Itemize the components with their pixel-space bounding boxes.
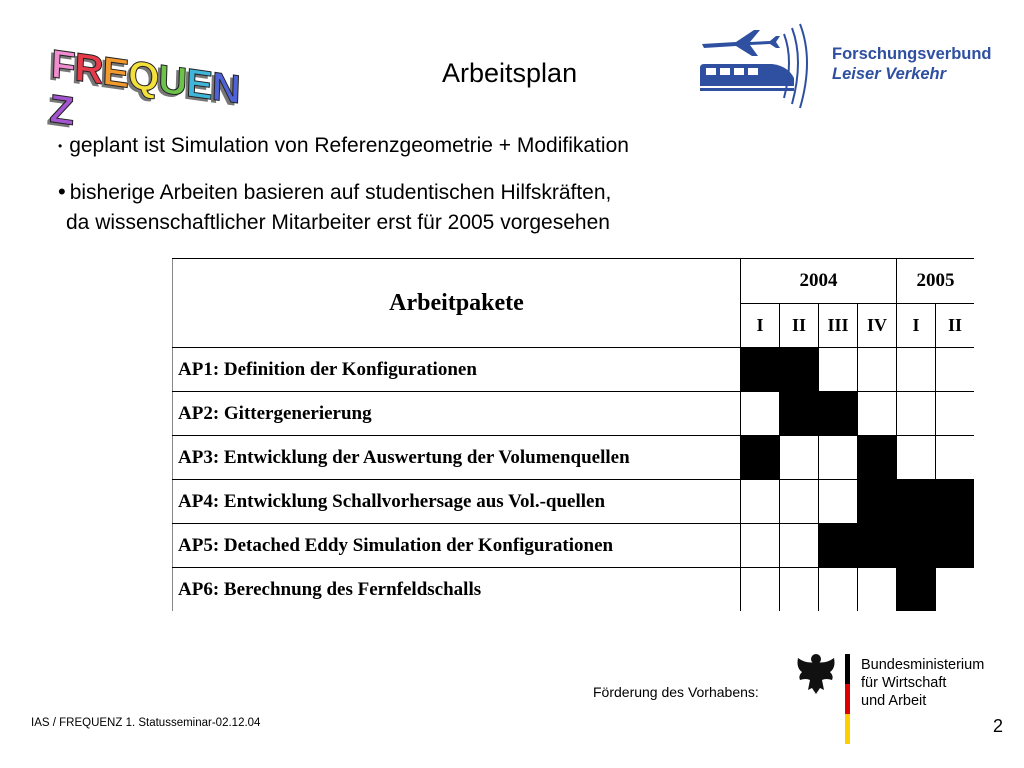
- schedule-cell-empty: [858, 348, 897, 392]
- logo-letter: R: [73, 45, 104, 93]
- table-row: [173, 348, 975, 392]
- schedule-cell-active: [741, 436, 780, 480]
- bullet-dot-icon: •: [58, 139, 63, 154]
- schedule-cell-active: [936, 524, 975, 568]
- schedule-cell-empty: [741, 392, 780, 436]
- schedule-cell-empty: [780, 436, 819, 480]
- schedule-cell-active: [897, 568, 936, 612]
- table-row: [173, 392, 975, 436]
- funding-label: Förderung des Vorhabens:: [593, 684, 759, 700]
- year-header-2004: 2004: [741, 259, 897, 304]
- quarter-header: II: [936, 304, 975, 348]
- schedule-cell-empty: [897, 436, 936, 480]
- bullet-dot-icon: •: [58, 179, 66, 204]
- schedule-cell-empty: [780, 480, 819, 524]
- schedule-cell-empty: [819, 436, 858, 480]
- ministry-line2: für Wirtschaft: [861, 675, 947, 691]
- partner-line1: Forschungsverbund: [832, 45, 992, 63]
- work-package-label: AP1: Definition der Konfigurationen: [173, 348, 741, 392]
- table-row: [173, 568, 975, 612]
- german-flag-stripe-icon: [845, 654, 850, 744]
- quarter-header: III: [819, 304, 858, 348]
- schedule-cell-active: [819, 392, 858, 436]
- quarter-header: IV: [858, 304, 897, 348]
- schedule-cell-active: [741, 348, 780, 392]
- work-package-label: AP3: Entwicklung der Auswertung der Volumenquellen: [173, 436, 741, 480]
- schedule-cell-empty: [936, 436, 975, 480]
- footer-info: IAS / FREQUENZ 1. Statusseminar-02.12.04: [31, 717, 261, 729]
- table-row: [173, 524, 975, 568]
- schedule-cell-empty: [936, 348, 975, 392]
- schedule-cell-empty: [819, 480, 858, 524]
- logo-letter: U: [157, 56, 187, 105]
- schedule-cell-empty: [858, 392, 897, 436]
- schedule-cell-active: [858, 480, 897, 524]
- schedule-cell-empty: [897, 348, 936, 392]
- logo-letter: E: [185, 60, 213, 109]
- quarter-header: I: [897, 304, 936, 348]
- schedule-cell-active: [819, 524, 858, 568]
- work-package-label: AP4: Entwicklung Schallvorhersage aus Vol.-quellen: [173, 480, 741, 524]
- logo-letter: N: [211, 64, 241, 113]
- federal-eagle-icon: [794, 650, 838, 696]
- slide-title: Arbeitsplan: [442, 58, 578, 88]
- frequenz-logo: [48, 42, 242, 134]
- schedule-cell-empty: [780, 524, 819, 568]
- schedule-cell-active: [897, 480, 936, 524]
- schedule-cell-active: [936, 480, 975, 524]
- ministry-label: [861, 656, 984, 710]
- bullet-1-text: geplant ist Simulation von Referenzgeometrie + Modifikation: [69, 134, 629, 157]
- schedule-cell-empty: [936, 392, 975, 436]
- schedule-cell-empty: [741, 480, 780, 524]
- ministry-line1: Bundesministerium: [861, 657, 985, 673]
- table-header-workpackages: Arbeitpakete: [173, 259, 741, 348]
- schedule-cell-active: [858, 436, 897, 480]
- year-header-2005: 2005: [897, 259, 975, 304]
- bullet-1: [58, 131, 629, 161]
- logo-letter: Z: [48, 86, 74, 134]
- schedule-cell-empty: [897, 392, 936, 436]
- schedule-cell-empty: [741, 568, 780, 612]
- schedule-cell-empty: [819, 568, 858, 612]
- schedule-cell-empty: [858, 568, 897, 612]
- work-package-label: AP6: Berechnung des Fernfeldschalls: [173, 568, 741, 612]
- schedule-cell-active: [780, 392, 819, 436]
- work-package-table: [172, 258, 974, 611]
- bullet-2-text: bisherige Arbeiten basieren auf studentischen Hilfskräften,: [69, 181, 612, 204]
- work-package-label: AP2: Gittergenerierung: [173, 392, 741, 436]
- schedule-cell-empty: [936, 568, 975, 612]
- schedule-cell-empty: [819, 348, 858, 392]
- table-row: [173, 480, 975, 524]
- schedule-cell-empty: [780, 568, 819, 612]
- logo-letter: Q: [127, 52, 160, 101]
- airplane-train-logo-icon: [696, 20, 816, 110]
- quarter-header: I: [741, 304, 780, 348]
- forschungsverbund-label: [832, 44, 992, 84]
- schedule-cell-active: [897, 524, 936, 568]
- partner-line2: Leiser Verkehr: [832, 65, 947, 83]
- schedule-cell-active: [780, 348, 819, 392]
- bullet-2-continuation: da wissenschaftlicher Mitarbeiter erst für 2005 vorgesehen: [66, 211, 610, 234]
- page-number: 2: [993, 716, 1004, 736]
- schedule-cell-active: [858, 524, 897, 568]
- bullet-2: [58, 177, 611, 208]
- table-row: [173, 436, 975, 480]
- ministry-line3: und Arbeit: [861, 693, 927, 709]
- work-package-label: AP5: Detached Eddy Simulation der Konfigurationen: [173, 524, 741, 568]
- schedule-cell-empty: [741, 524, 780, 568]
- quarter-header: II: [780, 304, 819, 348]
- logo-letter: F: [50, 42, 76, 90]
- logo-letter: E: [101, 49, 129, 97]
